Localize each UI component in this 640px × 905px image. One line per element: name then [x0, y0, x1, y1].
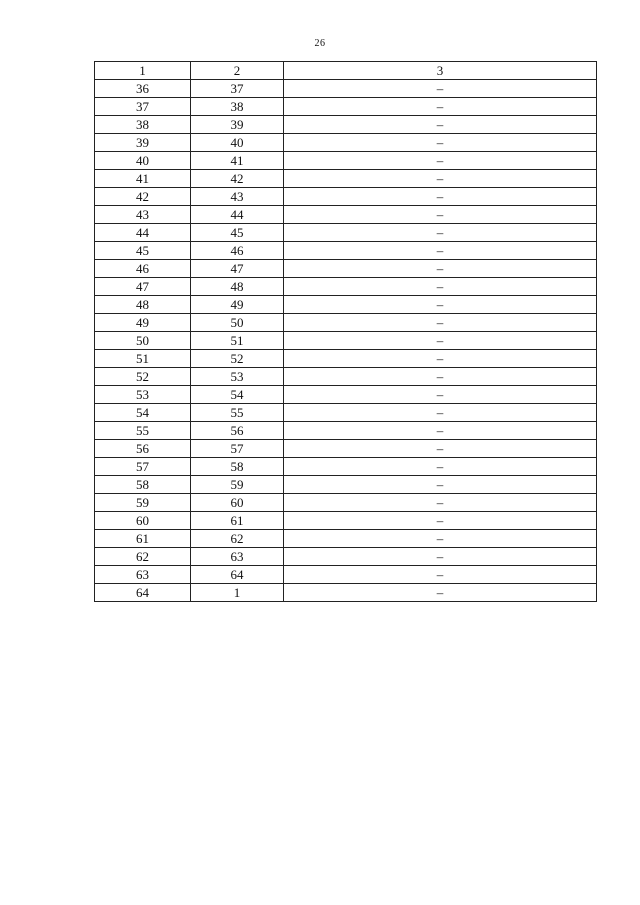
table-row [95, 350, 597, 368]
table-cell-col-3: – [284, 332, 597, 350]
table-cell-col-3: – [284, 530, 597, 548]
table-cell-col-3: – [284, 584, 597, 602]
table-cell-col-2: 60 [191, 494, 284, 512]
table-row [95, 296, 597, 314]
header-row [95, 62, 597, 80]
table-cell-col-1: 58 [95, 476, 191, 494]
table-row [95, 134, 597, 152]
table-cell-col-3: – [284, 170, 597, 188]
column-header-3: 3 [284, 62, 597, 80]
table-cell-col-1: 46 [95, 260, 191, 278]
table-cell-col-3: – [284, 314, 597, 332]
table-cell-col-3: – [284, 296, 597, 314]
table-row [95, 278, 597, 296]
table-cell-col-3: – [284, 422, 597, 440]
table-row [95, 386, 597, 404]
table-cell-col-1: 38 [95, 116, 191, 134]
table-cell-col-2: 57 [191, 440, 284, 458]
table-cell-col-2: 55 [191, 404, 284, 422]
table-row [95, 224, 597, 242]
table-row [95, 98, 597, 116]
table-cell-col-1: 49 [95, 314, 191, 332]
table-cell-col-1: 59 [95, 494, 191, 512]
table-row [95, 242, 597, 260]
table-cell-col-3: – [284, 386, 597, 404]
table-cell-col-2: 46 [191, 242, 284, 260]
table-row [95, 170, 597, 188]
table-cell-col-1: 57 [95, 458, 191, 476]
table-row [95, 494, 597, 512]
table-cell-col-3: – [284, 224, 597, 242]
table-cell-col-2: 58 [191, 458, 284, 476]
table-row [95, 368, 597, 386]
table-cell-col-1: 62 [95, 548, 191, 566]
table-cell-col-3: – [284, 242, 597, 260]
table-cell-col-2: 45 [191, 224, 284, 242]
table-body [95, 80, 597, 602]
table-cell-col-2: 56 [191, 422, 284, 440]
table-cell-col-2: 54 [191, 386, 284, 404]
table-cell-col-1: 48 [95, 296, 191, 314]
table-cell-col-2: 1 [191, 584, 284, 602]
table-cell-col-3: – [284, 404, 597, 422]
table-row [95, 512, 597, 530]
table-cell-col-3: – [284, 548, 597, 566]
table-row [95, 332, 597, 350]
table-row [95, 458, 597, 476]
table-cell-col-3: – [284, 152, 597, 170]
table-row [95, 188, 597, 206]
table-cell-col-2: 63 [191, 548, 284, 566]
table-cell-col-1: 44 [95, 224, 191, 242]
table-cell-col-2: 53 [191, 368, 284, 386]
table-row [95, 566, 597, 584]
table-cell-col-1: 51 [95, 350, 191, 368]
table-row [95, 152, 597, 170]
table-cell-col-2: 40 [191, 134, 284, 152]
table-cell-col-2: 51 [191, 332, 284, 350]
table-cell-col-1: 37 [95, 98, 191, 116]
table-cell-col-2: 64 [191, 566, 284, 584]
table-cell-col-3: – [284, 206, 597, 224]
table-cell-col-2: 52 [191, 350, 284, 368]
table-cell-col-1: 47 [95, 278, 191, 296]
table-cell-col-3: – [284, 458, 597, 476]
table-cell-col-1: 41 [95, 170, 191, 188]
table-cell-col-1: 63 [95, 566, 191, 584]
table-cell-col-3: – [284, 188, 597, 206]
table-cell-col-3: – [284, 494, 597, 512]
table-cell-col-1: 36 [95, 80, 191, 98]
table-cell-col-2: 47 [191, 260, 284, 278]
table-cell-col-1: 42 [95, 188, 191, 206]
table-cell-col-3: – [284, 134, 597, 152]
table-row [95, 404, 597, 422]
table-cell-col-1: 53 [95, 386, 191, 404]
table-cell-col-2: 59 [191, 476, 284, 494]
table-cell-col-2: 42 [191, 170, 284, 188]
column-header-1: 1 [95, 62, 191, 80]
table-cell-col-1: 64 [95, 584, 191, 602]
table-cell-col-3: – [284, 116, 597, 134]
table-cell-col-1: 60 [95, 512, 191, 530]
table-cell-col-1: 43 [95, 206, 191, 224]
table-cell-col-3: – [284, 368, 597, 386]
table-cell-col-3: – [284, 350, 597, 368]
table-cell-col-3: – [284, 98, 597, 116]
table-cell-col-3: – [284, 440, 597, 458]
table-row [95, 440, 597, 458]
table-cell-col-1: 54 [95, 404, 191, 422]
table-cell-col-3: – [284, 80, 597, 98]
table-row [95, 422, 597, 440]
table-cell-col-2: 61 [191, 512, 284, 530]
table-cell-col-3: – [284, 512, 597, 530]
table-cell-col-2: 38 [191, 98, 284, 116]
table-row [95, 116, 597, 134]
table-cell-col-1: 56 [95, 440, 191, 458]
table-cell-col-2: 39 [191, 116, 284, 134]
table-row [95, 584, 597, 602]
table-cell-col-3: – [284, 260, 597, 278]
table-cell-col-2: 41 [191, 152, 284, 170]
table-cell-col-1: 39 [95, 134, 191, 152]
table-cell-col-1: 52 [95, 368, 191, 386]
table-cell-col-2: 62 [191, 530, 284, 548]
page-number: 26 [314, 38, 326, 49]
table-cell-col-1: 40 [95, 152, 191, 170]
table-cell-col-2: 48 [191, 278, 284, 296]
table-cell-col-1: 55 [95, 422, 191, 440]
table-cell-col-2: 50 [191, 314, 284, 332]
data-table [94, 61, 597, 602]
table-cell-col-2: 37 [191, 80, 284, 98]
table-row [95, 206, 597, 224]
table-cell-col-3: – [284, 476, 597, 494]
table-cell-col-3: – [284, 278, 597, 296]
table-row [95, 80, 597, 98]
table-row [95, 260, 597, 278]
table-row [95, 530, 597, 548]
table-cell-col-2: 43 [191, 188, 284, 206]
table-cell-col-2: 49 [191, 296, 284, 314]
table-cell-col-1: 61 [95, 530, 191, 548]
table-cell-col-1: 45 [95, 242, 191, 260]
table-cell-col-3: – [284, 566, 597, 584]
table-cell-col-2: 44 [191, 206, 284, 224]
column-header-2: 2 [191, 62, 284, 80]
table-row [95, 548, 597, 566]
table-header [95, 62, 597, 80]
table-cell-col-1: 50 [95, 332, 191, 350]
table-row [95, 314, 597, 332]
table-row [95, 476, 597, 494]
